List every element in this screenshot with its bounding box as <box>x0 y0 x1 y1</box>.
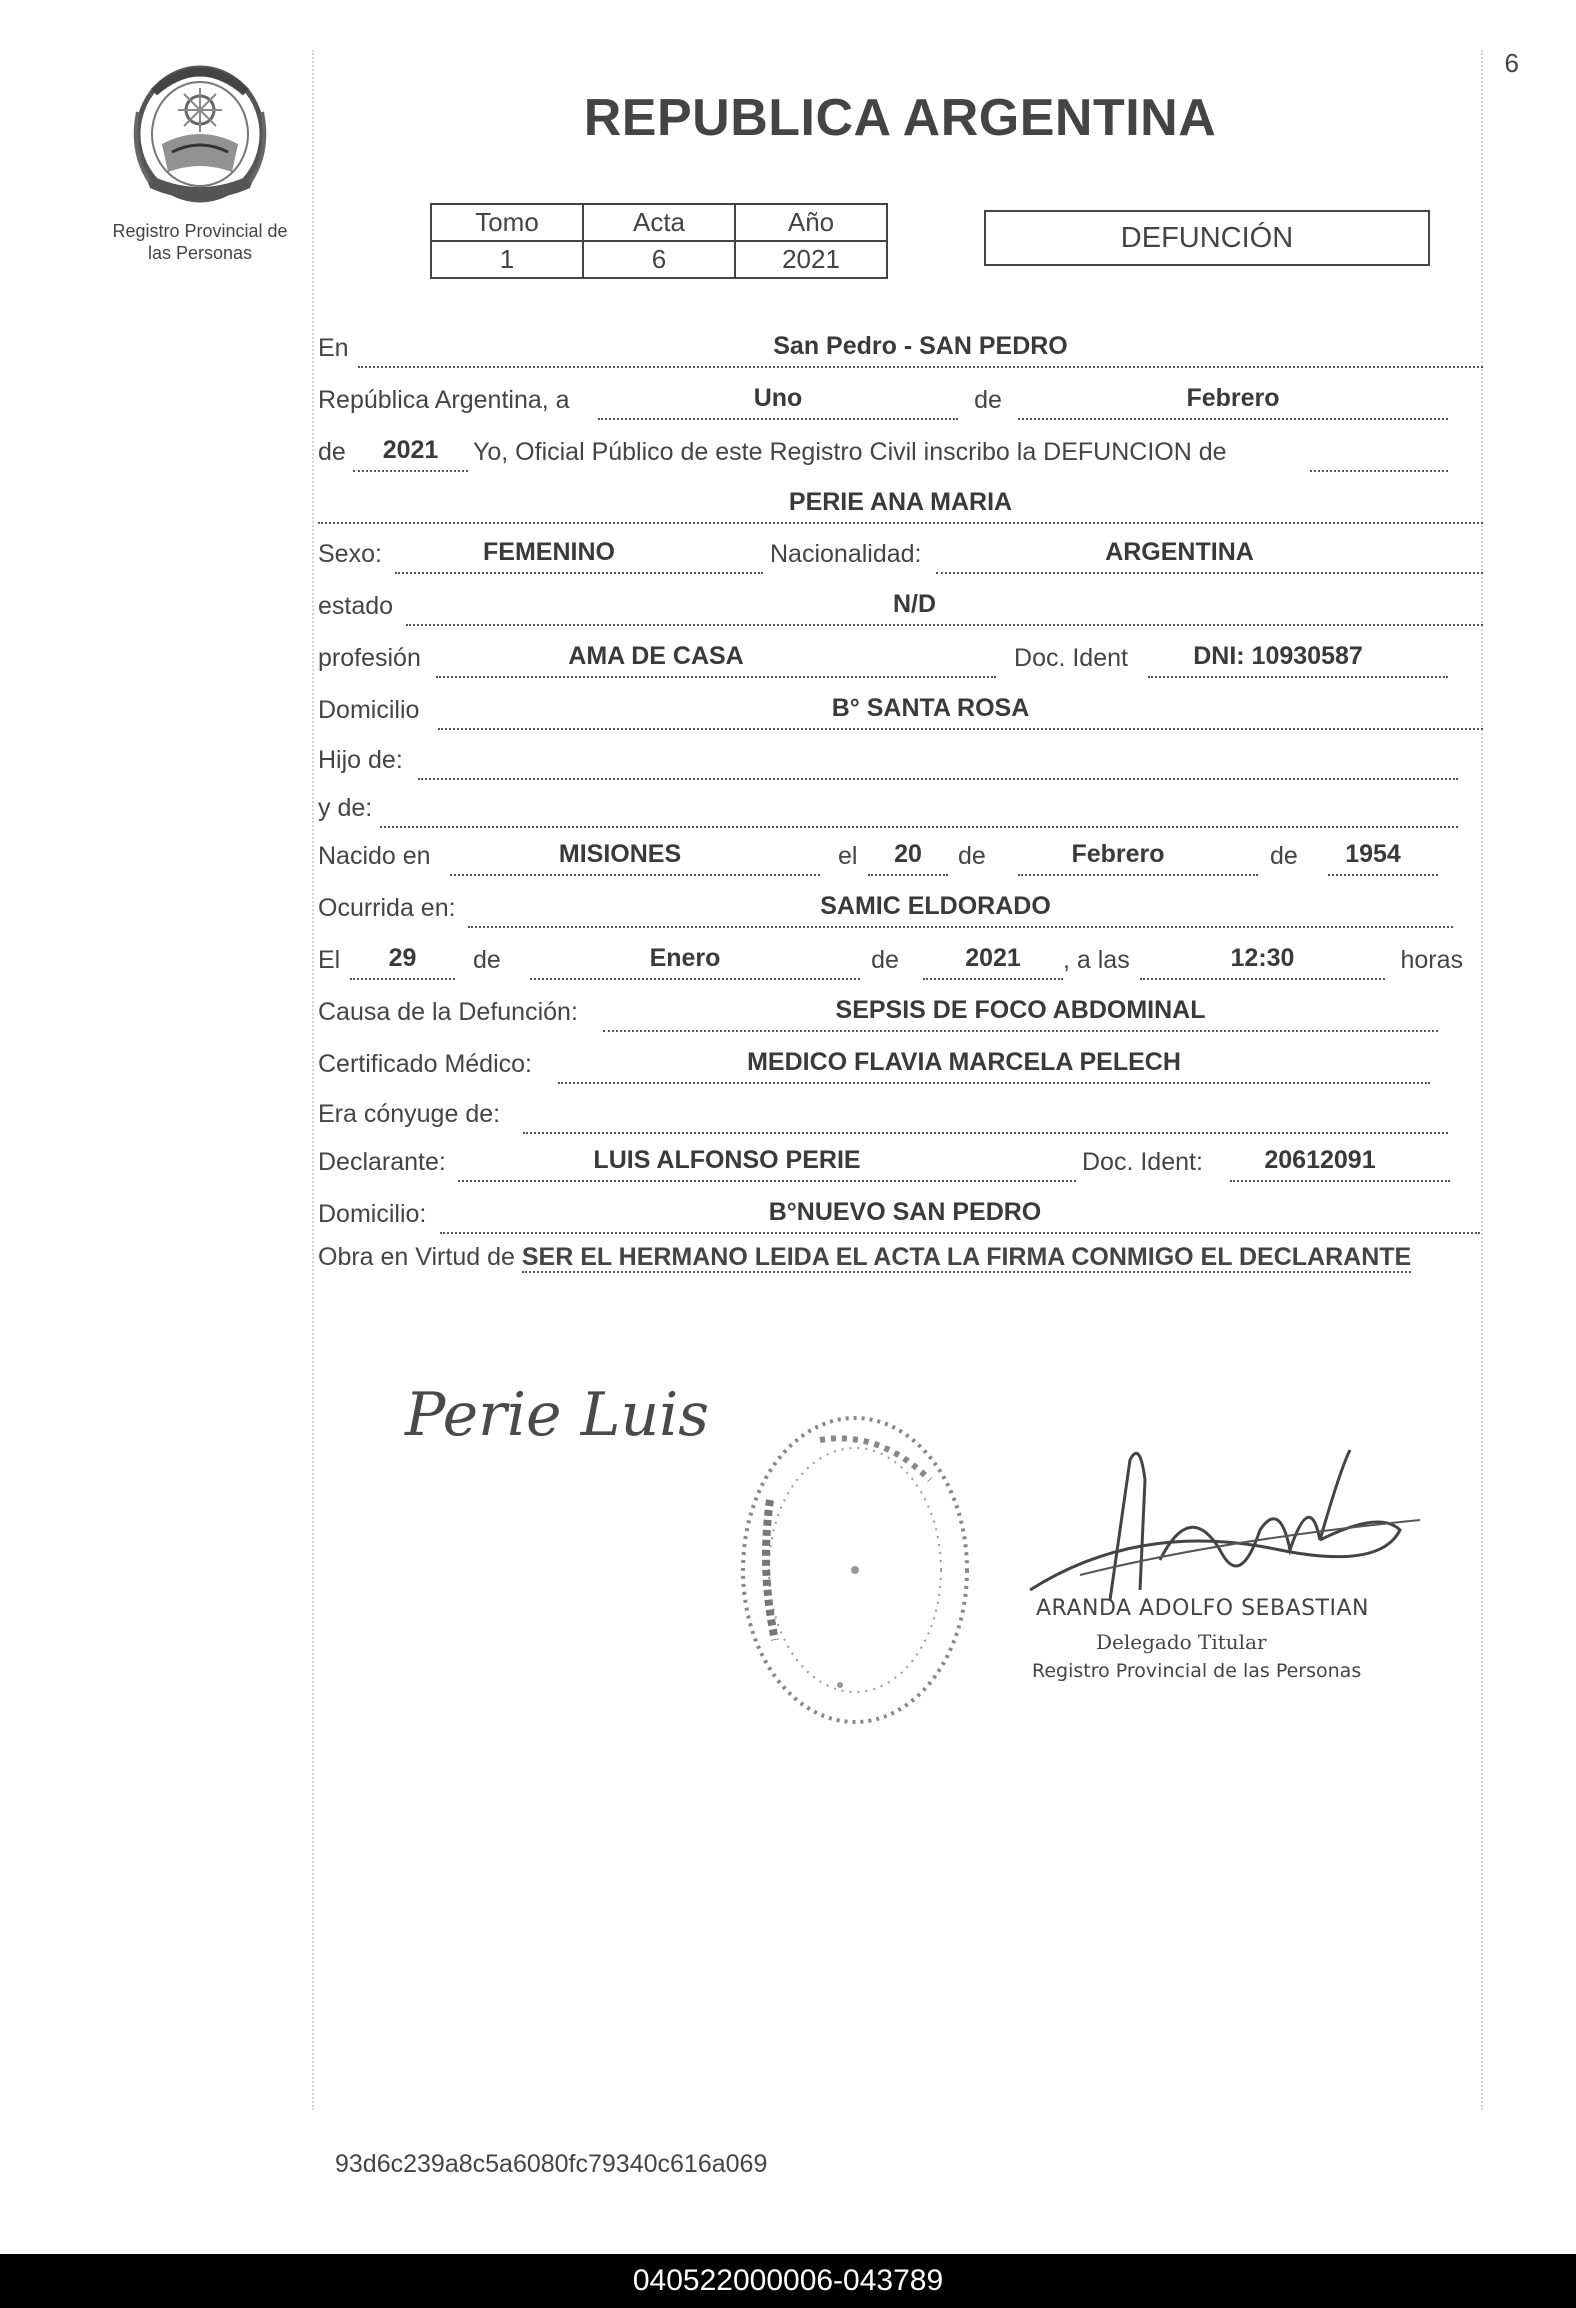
inscribo-text: Yo, Oficial Público de este Registro Civil inscribo la DEFUNCION de <box>473 438 1227 466</box>
nac-de2-label: de <box>1270 842 1298 870</box>
fecha-mes-field <box>1018 378 1448 420</box>
sexo-value: FEMENINO <box>483 538 615 566</box>
nacido-en-field <box>450 834 820 876</box>
def-mes-field <box>530 938 860 980</box>
row-sexo <box>318 534 1483 574</box>
footer-bar <box>0 2254 1576 2308</box>
lugar-value: San Pedro - SAN PEDRO <box>773 332 1068 360</box>
fecha-de-label: de <box>974 386 1002 414</box>
def-mes-value: Enero <box>649 944 721 972</box>
estado-field <box>406 584 1483 626</box>
doc-field <box>1148 636 1448 678</box>
page-number: 6 <box>1504 48 1519 78</box>
domicilio2-value: B°NUEVO SAN PEDRO <box>768 1198 1042 1226</box>
def-anio-field <box>923 938 1063 980</box>
row-anio <box>318 432 1448 472</box>
crest-caption-line2: las Personas <box>147 243 253 263</box>
fecha-mes-value: Febrero <box>1186 384 1280 412</box>
barcode-number: 040522000006-043789 <box>632 2264 944 2297</box>
declarante-value: LUIS ALFONSO PERIE <box>593 1146 861 1174</box>
official-signature-icon <box>1020 1440 1440 1610</box>
nac-de-label: de <box>958 842 986 870</box>
horas-label: horas <box>1400 946 1463 974</box>
lugar-label: En <box>318 334 349 362</box>
profesion-value: AMA DE CASA <box>568 642 744 670</box>
ocurrida-value: SAMIC ELDORADO <box>820 892 1051 920</box>
doc2-value: 20612091 <box>1264 1146 1376 1174</box>
anio-value: 2021 <box>735 241 887 278</box>
nac-mes-field <box>1018 834 1258 876</box>
nac-dia-field <box>868 834 948 876</box>
row-domicilio2 <box>318 1194 1480 1234</box>
coat-of-arms-icon <box>120 52 280 207</box>
lugar-field <box>358 326 1483 368</box>
def-de2-label: de <box>871 946 899 974</box>
estado-label: estado <box>318 592 394 620</box>
official-org: Registro Provincial de las Personas <box>1032 1660 1362 1682</box>
anio-header: Año <box>735 204 887 241</box>
row-conyuge <box>318 1094 1448 1134</box>
obra-label: Obra en Virtud de <box>318 1243 515 1271</box>
declarant-signature: Perie Luis <box>405 1380 710 1450</box>
domicilio-label: Domicilio <box>318 696 420 724</box>
causa-field <box>603 990 1438 1032</box>
domicilio2-label: Domicilio: <box>318 1200 427 1228</box>
conyuge-label: Era cónyuge de: <box>318 1100 501 1128</box>
fecha-label: República Argentina, a <box>318 386 570 414</box>
page-title: REPUBLICA ARGENTINA <box>583 89 1217 147</box>
register-table <box>430 203 888 279</box>
def-dia-field <box>350 938 455 980</box>
nac-anio-field <box>1328 834 1438 876</box>
nacionalidad-label: Nacionalidad: <box>770 540 922 568</box>
acta-header: Acta <box>583 204 735 241</box>
row-y-de <box>318 788 1458 828</box>
conyuge-field <box>523 1092 1448 1134</box>
row-fecha <box>318 380 1448 420</box>
certificado-field <box>558 1042 1430 1084</box>
certificado-label: Certificado Médico: <box>318 1050 532 1078</box>
anio-de-label: de <box>318 438 346 466</box>
def-anio-value: 2021 <box>965 944 1021 972</box>
tomo-value: 1 <box>431 241 583 278</box>
y-de-label: y de: <box>318 794 373 822</box>
sexo-label: Sexo: <box>318 540 382 568</box>
row-ocurrida <box>318 888 1453 928</box>
document-type-box: DEFUNCIÓN <box>984 210 1430 266</box>
obra-value: SER EL HERMANO LEIDA EL ACTA LA FIRMA CONMIGO EL DECLARANTE <box>521 1243 1412 1271</box>
inscribo-trailing-field <box>1310 430 1448 472</box>
fecha-dia-field <box>598 378 958 420</box>
doc-label: Doc. Ident <box>1014 644 1128 672</box>
anio-field <box>353 430 468 472</box>
hijo-de-field <box>418 738 1458 780</box>
nacionalidad-value: ARGENTINA <box>1105 538 1254 566</box>
doc2-label: Doc. Ident: <box>1082 1148 1203 1176</box>
official-name: ARANDA ADOLFO SEBASTIAN <box>1036 1596 1369 1621</box>
ocurrida-field <box>468 886 1453 928</box>
def-de-label: de <box>473 946 501 974</box>
nac-mes-value: Febrero <box>1071 840 1165 868</box>
tomo-header: Tomo <box>431 204 583 241</box>
row-hijo-de <box>318 740 1458 780</box>
nombre-field <box>318 482 1483 524</box>
hijo-de-label: Hijo de: <box>318 746 403 774</box>
a-las-label: , a las <box>1063 946 1130 974</box>
doc2-field <box>1230 1140 1450 1182</box>
row-defuncion-fecha <box>318 940 1463 980</box>
declarante-label: Declarante: <box>318 1148 446 1176</box>
acta-value: 6 <box>583 241 735 278</box>
row-lugar <box>318 328 1483 368</box>
nacido-label: Nacido en <box>318 842 431 870</box>
certificado-value: MEDICO FLAVIA MARCELA PELECH <box>747 1048 1181 1076</box>
def-hora-field <box>1140 938 1385 980</box>
row-domicilio <box>318 690 1483 730</box>
row-declarante <box>318 1142 1450 1182</box>
nac-dia-value: 20 <box>894 840 922 868</box>
domicilio-value: B° SANTA ROSA <box>831 694 1030 722</box>
causa-label: Causa de la Defunción: <box>318 998 578 1026</box>
domicilio-field <box>438 688 1483 730</box>
domicilio2-field <box>440 1192 1480 1234</box>
row-profesion <box>318 638 1448 678</box>
causa-value: SEPSIS DE FOCO ABDOMINAL <box>835 996 1206 1024</box>
def-dia-value: 29 <box>388 944 417 972</box>
doc-value: DNI: 10930587 <box>1193 642 1363 670</box>
declarante-field <box>458 1140 1076 1182</box>
fecha-dia-value: Uno <box>753 384 803 412</box>
def-hora-value: 12:30 <box>1230 944 1295 972</box>
profesion-field <box>436 636 996 678</box>
nac-anio-value: 1954 <box>1345 840 1401 868</box>
row-certificado <box>318 1044 1430 1084</box>
crest-caption <box>80 220 320 264</box>
y-de-field <box>380 786 1458 828</box>
profesion-label: profesión <box>318 644 421 672</box>
official-stamp-icon <box>730 1410 980 1730</box>
document-hash: 93d6c239a8c5a6080fc79340c616a069 <box>335 2150 768 2178</box>
nacionalidad-field <box>936 532 1483 574</box>
nacido-en-value: MISIONES <box>558 840 682 868</box>
crest-caption-line1: Registro Provincial de <box>112 221 288 241</box>
nombre-value: PERIE ANA MARIA <box>788 488 1013 516</box>
el2-label: El <box>318 946 341 974</box>
row-estado <box>318 586 1483 626</box>
ocurrida-label: Ocurrida en: <box>318 894 456 922</box>
row-nacido <box>318 836 1438 876</box>
estado-value: N/D <box>892 590 937 618</box>
sexo-field <box>395 532 763 574</box>
anio-value: 2021 <box>382 436 439 464</box>
nacido-el-label: el <box>838 842 858 870</box>
row-causa <box>318 992 1438 1032</box>
obra-paragraph <box>318 1240 1478 1274</box>
official-role: Delegado Titular <box>1096 1630 1267 1654</box>
